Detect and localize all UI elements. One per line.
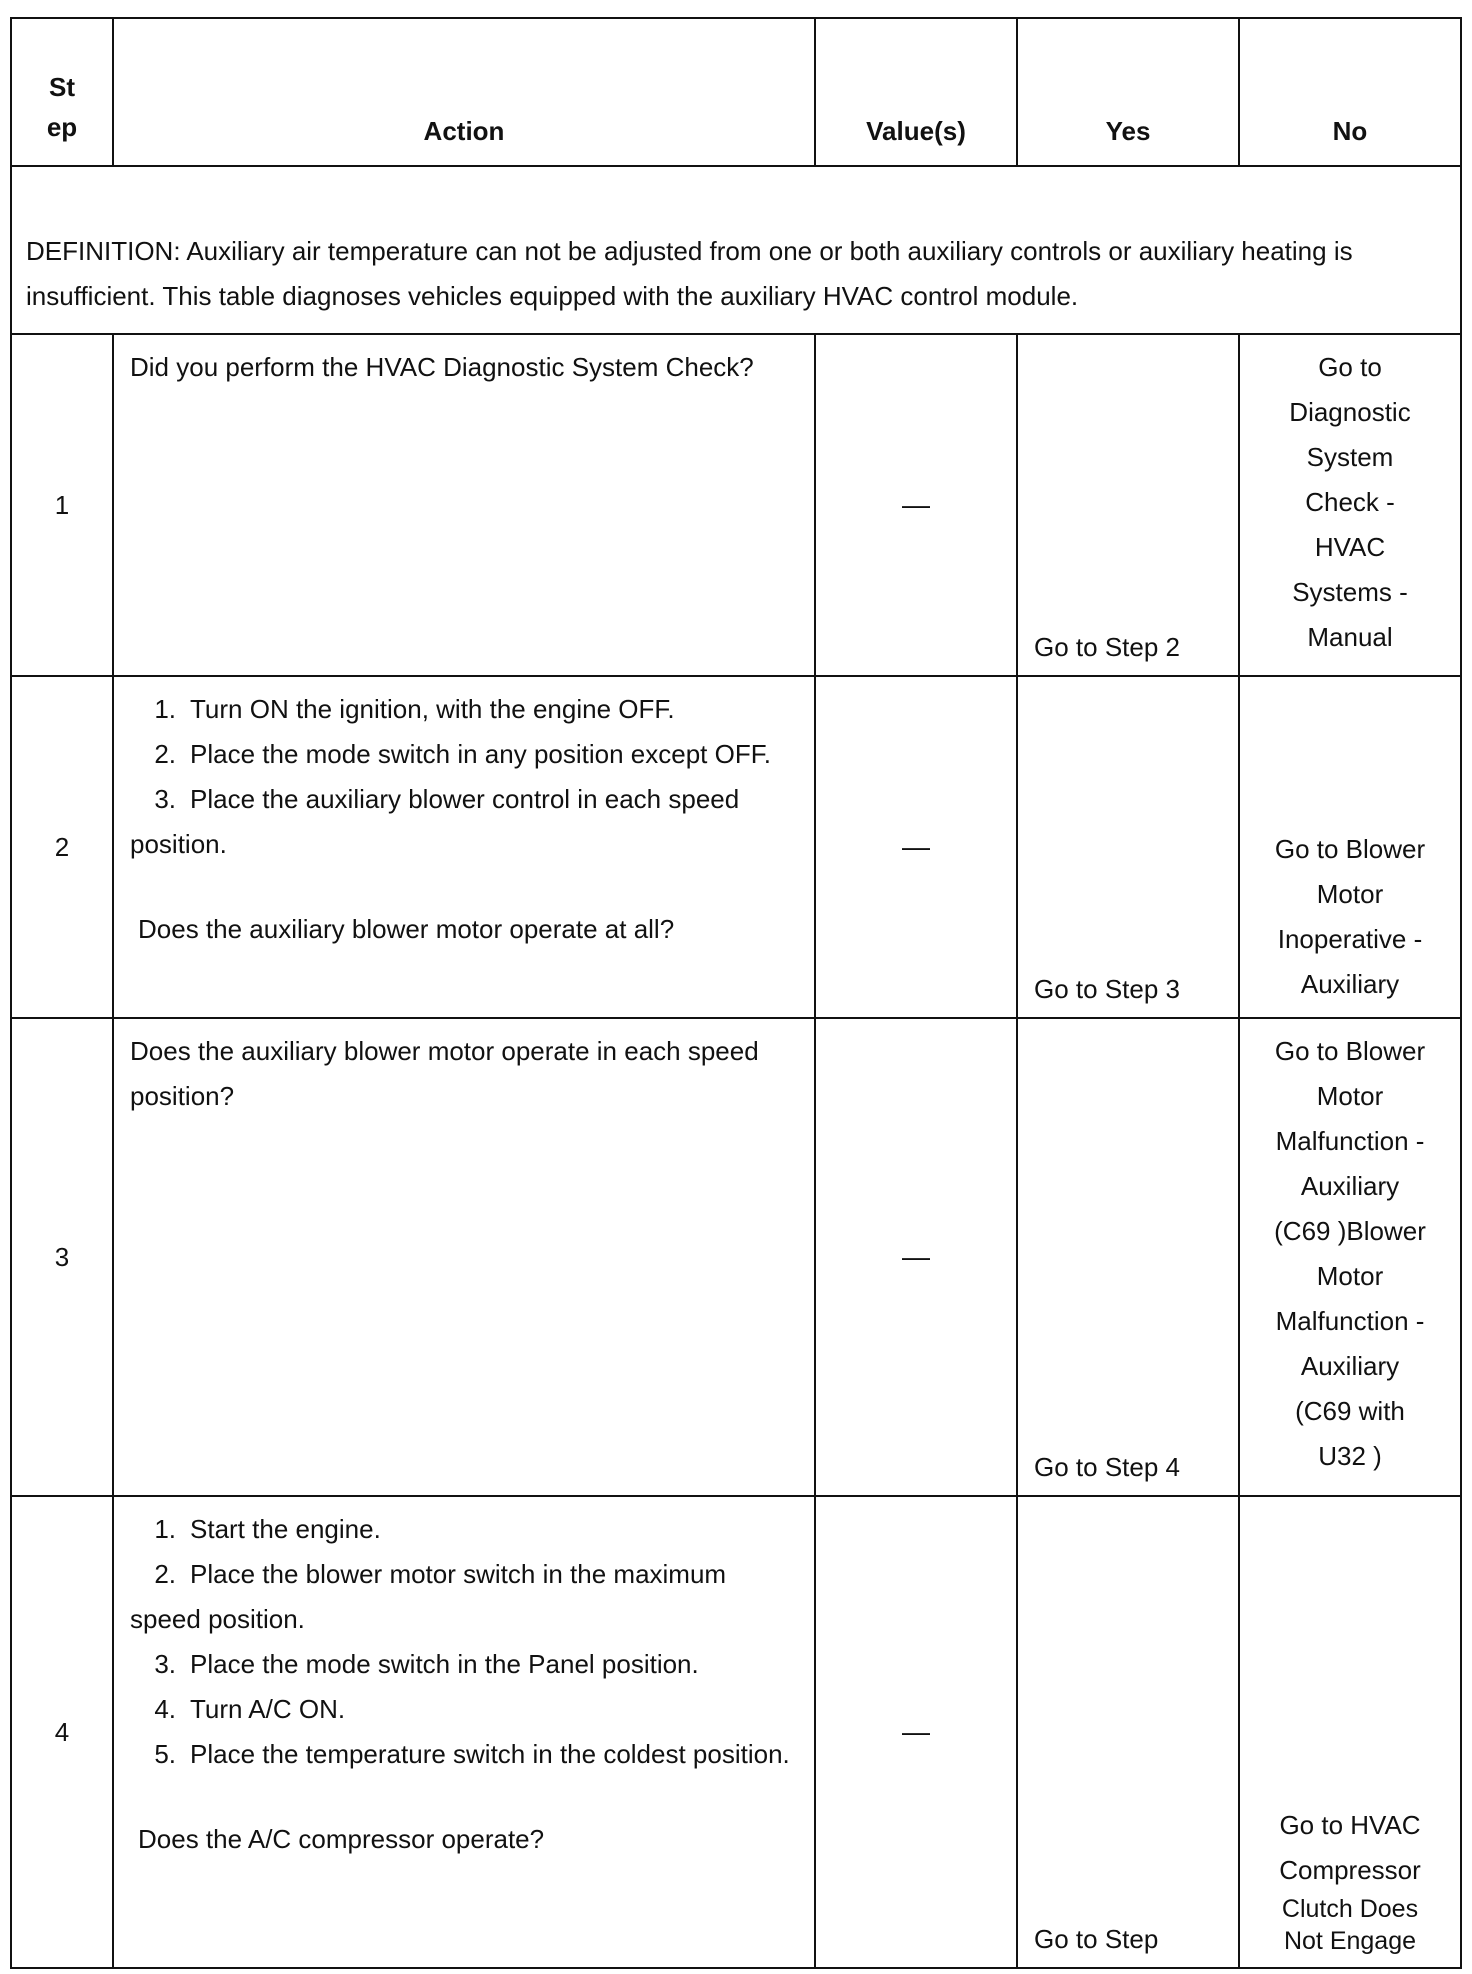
no-cell xyxy=(1239,1496,1461,1968)
item-number: 2. xyxy=(154,739,176,769)
value-cell: — xyxy=(815,676,1017,1018)
no-line: (C69 with xyxy=(1295,1396,1405,1426)
action-text: Does the auxiliary blower motor operate in each speed position? xyxy=(130,1036,759,1111)
no-line: Auxiliary xyxy=(1300,1351,1400,1381)
item-number: 5. xyxy=(154,1739,176,1769)
no-line: Go to HVAC xyxy=(1279,1810,1421,1840)
action-cell xyxy=(113,334,815,676)
no-line: Malfunction - xyxy=(1275,1126,1425,1156)
action-item xyxy=(130,1687,798,1732)
item-text: Place the auxiliary blower control in each speed position. xyxy=(130,784,740,859)
table-row xyxy=(11,676,1461,1018)
no-line: Go to Blower xyxy=(1274,1036,1426,1066)
yes-cell: Go to Step 4 xyxy=(1017,1018,1239,1496)
action-item xyxy=(130,1552,798,1642)
step-number: 3 xyxy=(11,1018,113,1496)
no-line: Diagnostic xyxy=(1289,397,1411,427)
no-line: Auxiliary xyxy=(1300,969,1400,999)
no-line: (C69 )Blower xyxy=(1274,1216,1426,1246)
action-cell xyxy=(113,1496,815,1968)
no-line: Motor xyxy=(1316,1081,1384,1111)
action-text: Did you perform the HVAC Diagnostic System Check? xyxy=(130,352,754,382)
no-line: U32 ) xyxy=(1318,1441,1382,1471)
action-item xyxy=(130,1642,798,1687)
action-item xyxy=(130,777,798,867)
no-line: Malfunction - xyxy=(1275,1306,1425,1336)
table-row xyxy=(11,1018,1461,1496)
no-line: HVAC xyxy=(1314,532,1386,562)
header-yes: Yes xyxy=(1017,18,1239,166)
item-text: Place the blower motor switch in the maximum speed position. xyxy=(130,1559,727,1634)
yes-cell: Go to Step 2 xyxy=(1017,334,1239,676)
value-cell: — xyxy=(815,1018,1017,1496)
action-item xyxy=(130,1732,798,1777)
table-row xyxy=(11,1496,1461,1968)
no-line: Motor xyxy=(1316,1261,1384,1291)
no-cell xyxy=(1239,676,1461,1018)
value-cell: — xyxy=(815,334,1017,676)
no-line: Clutch Does xyxy=(1281,1895,1419,1923)
item-number: 4. xyxy=(154,1694,176,1724)
item-text: Place the temperature switch in the coldest position. xyxy=(190,1739,790,1769)
header-no: No xyxy=(1239,18,1461,166)
value-cell: — xyxy=(815,1496,1017,1968)
no-line: Systems - xyxy=(1292,577,1408,607)
step-number: 2 xyxy=(11,676,113,1018)
yes-cell: Go to Step 3 xyxy=(1017,676,1239,1018)
item-number: 2. xyxy=(154,1559,176,1589)
no-line: Check - xyxy=(1305,487,1395,517)
item-text: Place the mode switch in any position except OFF. xyxy=(190,739,771,769)
definition-row xyxy=(11,166,1461,334)
action-question: Does the auxiliary blower motor operate at all? xyxy=(138,914,675,944)
no-cell xyxy=(1239,334,1461,676)
no-line: Auxiliary xyxy=(1300,1171,1400,1201)
action-cell xyxy=(113,676,815,1018)
no-line: Not Engage xyxy=(1283,1927,1417,1955)
item-number: 3. xyxy=(154,784,176,814)
header-step: St ep xyxy=(11,18,113,166)
header-row xyxy=(11,18,1461,166)
action-item xyxy=(130,1507,798,1552)
item-text: Place the mode switch in the Panel position. xyxy=(190,1649,699,1679)
no-line: Motor xyxy=(1316,879,1384,909)
header-values: Value(s) xyxy=(815,18,1017,166)
no-line: System xyxy=(1306,442,1394,472)
no-line: Inoperative - xyxy=(1277,924,1423,954)
no-line: Go to xyxy=(1318,352,1382,382)
item-number: 3. xyxy=(154,1649,176,1679)
action-item xyxy=(130,732,798,777)
no-line: Manual xyxy=(1307,622,1393,652)
definition-text: DEFINITION: Auxiliary air temperature can not be adjusted from one or both auxiliary controls or auxiliary heating is insufficient. This table diagnoses vehicles equipped with the auxiliary HVAC control module. xyxy=(11,166,1461,334)
item-text: Turn A/C ON. xyxy=(190,1694,346,1724)
item-text: Start the engine. xyxy=(190,1514,381,1544)
item-text: Turn ON the ignition, with the engine OFF. xyxy=(190,694,675,724)
step-number: 4 xyxy=(11,1496,113,1968)
item-number: 1. xyxy=(154,1514,176,1544)
action-cell xyxy=(113,1018,815,1496)
no-line: Go to Blower xyxy=(1274,834,1426,864)
no-cell xyxy=(1239,1018,1461,1496)
table-row xyxy=(11,334,1461,676)
step-number: 1 xyxy=(11,334,113,676)
action-item xyxy=(130,687,798,732)
action-question: Does the A/C compressor operate? xyxy=(138,1824,545,1854)
header-action: Action xyxy=(113,18,815,166)
item-number: 1. xyxy=(154,694,176,724)
yes-cell: Go to Step xyxy=(1017,1496,1239,1968)
diagnostic-table xyxy=(10,17,1462,1969)
no-line: Compressor xyxy=(1279,1855,1421,1885)
